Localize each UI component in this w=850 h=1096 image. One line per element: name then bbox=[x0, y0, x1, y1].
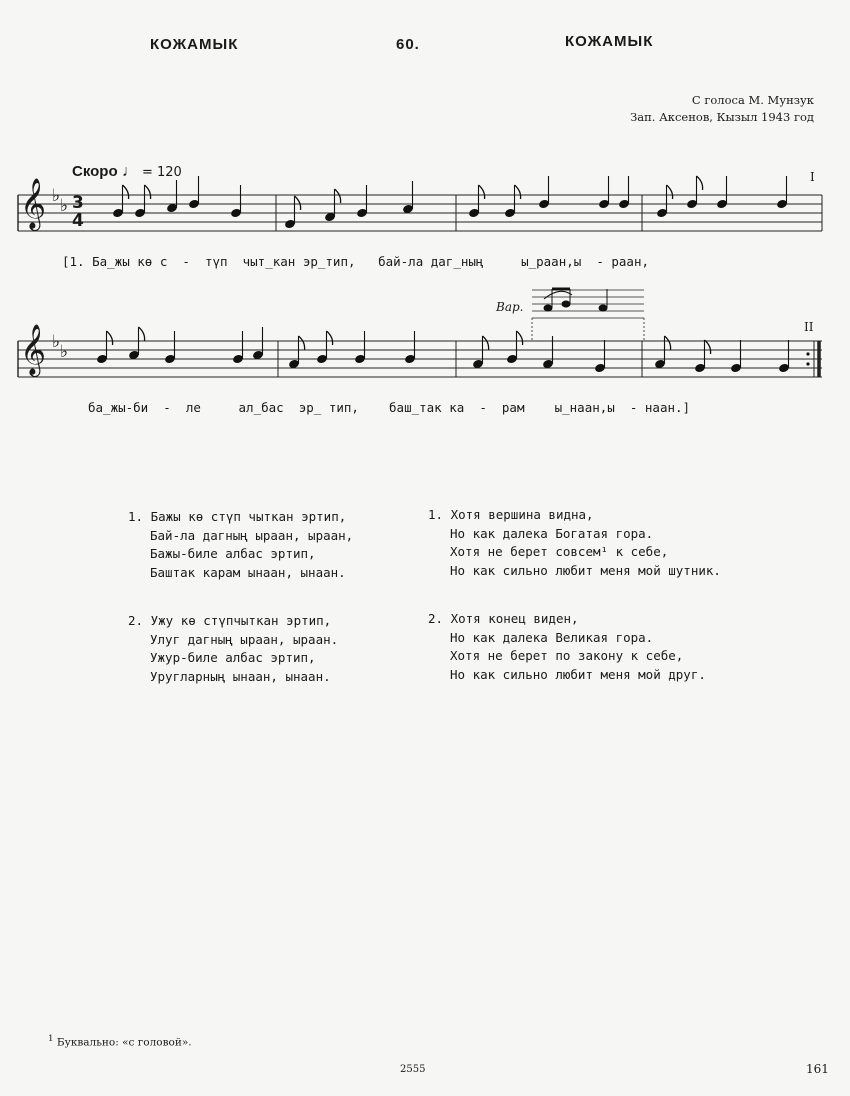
singer-credit: С голоса М. Мунзук bbox=[691, 93, 814, 107]
note-flag bbox=[517, 331, 523, 345]
treble-clef-icon: 𝄞 bbox=[20, 178, 47, 229]
verse-line: Улуг дагның ыраан, ыраан. bbox=[150, 631, 339, 647]
verse-line: Баштак карам ынаан, ынаан. bbox=[150, 564, 346, 580]
verse-line: Хотя вершина видна, bbox=[450, 507, 594, 522]
section-marker-2: II bbox=[804, 320, 814, 334]
verse-line: Но как сильно любит меня мой друг. bbox=[450, 666, 706, 682]
footnote bbox=[48, 1034, 192, 1049]
print-code: 2555 bbox=[400, 1064, 426, 1075]
verse-line: Бай-ла дагның ыраан, ыраан, bbox=[150, 527, 354, 543]
verse-line: Но как далека Великая гора. bbox=[450, 629, 654, 645]
note-flag bbox=[665, 336, 671, 350]
time-signature-top: 3 bbox=[72, 193, 84, 213]
note-flag bbox=[327, 331, 333, 345]
flat-icon: ♭ bbox=[60, 342, 69, 362]
verse-line: Бажы-биле албас эртип, bbox=[150, 546, 316, 561]
flat-icon: ♭ bbox=[52, 186, 61, 206]
lyrics-line-1: [1. Ба_жы кө с - түп чыт_кан эр_тип, бай-ла даг_ның ы_раан,ы - раан, bbox=[62, 254, 649, 269]
verse-number: 1. bbox=[428, 507, 444, 522]
verse-line: Но как сильно любит меня мой шутник. bbox=[450, 562, 721, 578]
section-marker-1: I bbox=[810, 170, 815, 184]
song-number: 60. bbox=[396, 36, 420, 53]
russian-verse-1 bbox=[428, 506, 721, 580]
note-flag bbox=[483, 336, 489, 350]
tempo-value: = 120 bbox=[141, 165, 182, 180]
tuvan-verse-2 bbox=[128, 612, 338, 686]
left-title: КОЖАМЫК bbox=[150, 36, 239, 53]
page-number: 161 bbox=[806, 1062, 829, 1076]
note-flag bbox=[139, 327, 145, 341]
verse-line: Хотя не берет совсем¹ к себе, bbox=[450, 544, 669, 559]
treble-clef-icon: 𝄞 bbox=[20, 324, 47, 375]
footnote-text: Буквально: «с головой». bbox=[56, 1036, 192, 1049]
verse-line: Ужур-биле албас эртип, bbox=[150, 650, 316, 665]
variant-label: Вар. bbox=[496, 300, 524, 314]
verse-line: Уругларның ынаан, ынаан. bbox=[150, 668, 331, 684]
note-flag bbox=[107, 331, 113, 345]
lyrics-line-2: ба_жы-би - ле ал_бас эр_ тип, баш_так ка - рам ы_наан,ы - наан.] bbox=[88, 400, 691, 415]
flat-icon: ♭ bbox=[60, 196, 69, 216]
russian-verse-2 bbox=[428, 610, 706, 684]
recording-credit: Зап. Аксенов, Кызыл 1943 год bbox=[630, 110, 814, 124]
tuvan-verse-1 bbox=[128, 508, 353, 582]
quarter-note-icon: ♩ bbox=[121, 163, 138, 180]
note-flag bbox=[705, 340, 711, 354]
time-signature-bottom: 4 bbox=[72, 211, 84, 231]
tempo-label: Скоро bbox=[72, 163, 118, 180]
right-title: КОЖАМЫК bbox=[565, 33, 654, 50]
verse-line: Ужу кө стүпчыткан эртип, bbox=[150, 613, 332, 628]
verse-line: Бажы кө стүп чыткан эртип, bbox=[150, 509, 347, 524]
verse-line: Но как далека Богатая гора. bbox=[450, 525, 654, 541]
verse-number: 2. bbox=[128, 613, 144, 628]
note-flag bbox=[299, 336, 305, 350]
verse-line: Хотя не берет по закону к себе, bbox=[450, 648, 684, 663]
flat-icon: ♭ bbox=[52, 332, 61, 352]
footnote-mark: 1 bbox=[48, 1034, 54, 1044]
verse-line: Хотя конец виден, bbox=[450, 611, 579, 626]
verse-number: 2. bbox=[428, 611, 444, 626]
verse-number: 1. bbox=[128, 509, 144, 524]
